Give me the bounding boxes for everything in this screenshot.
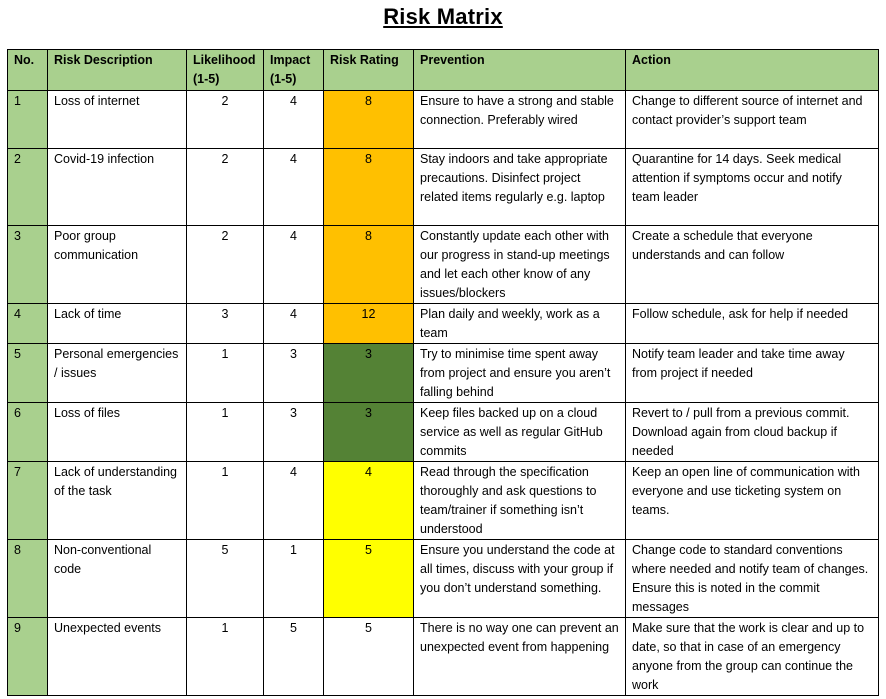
prevention-text: Plan daily and weekly, work as a team	[414, 304, 626, 344]
likelihood-value: 1	[187, 344, 264, 403]
prevention-text: Stay indoors and take appropriate precautions. Disinfect project related items regularly e.g. laptop	[414, 149, 626, 226]
header-likelihood	[187, 50, 264, 91]
risk-rating-cell: 3	[324, 403, 414, 462]
risk-description: Lack of understanding of the task	[48, 462, 187, 540]
risk-number: 5	[8, 344, 48, 403]
prevention-text: There is no way one can prevent an unexpected event from happening	[414, 618, 626, 696]
prevention-text: Read through the specification thoroughly and ask questions to team/trainer if something isn’t understood	[414, 462, 626, 540]
likelihood-value: 1	[187, 403, 264, 462]
risk-rating-cell: 8	[324, 226, 414, 304]
action-text: Keep an open line of communication with everyone and use ticketing system on teams.	[626, 462, 879, 540]
risk-number: 3	[8, 226, 48, 304]
risk-matrix-table	[7, 49, 879, 696]
risk-description: Non-conventional code	[48, 540, 187, 618]
impact-value: 1	[264, 540, 324, 618]
header-likelihood-scale: (1-5)	[193, 72, 220, 86]
action-text: Make sure that the work is clear and up to date, so that in case of an emergency anyone from the group can continue the work	[626, 618, 879, 696]
impact-value: 3	[264, 344, 324, 403]
risk-rating-cell: 8	[324, 91, 414, 149]
header-action: Action	[626, 50, 879, 91]
prevention-text: Ensure to have a strong and stable connection. Preferably wired	[414, 91, 626, 149]
table-row	[8, 462, 879, 540]
risk-description: Loss of internet	[48, 91, 187, 149]
risk-description: Poor group communication	[48, 226, 187, 304]
table-row	[8, 618, 879, 696]
impact-value: 4	[264, 149, 324, 226]
risk-rating-cell: 12	[324, 304, 414, 344]
impact-value: 4	[264, 226, 324, 304]
risk-rating-cell: 3	[324, 344, 414, 403]
action-text: Create a schedule that everyone understands and can follow	[626, 226, 879, 304]
impact-value: 3	[264, 403, 324, 462]
risk-description: Covid-19 infection	[48, 149, 187, 226]
prevention-text: Ensure you understand the code at all times, discuss with your group if you don’t understand something.	[414, 540, 626, 618]
header-rating: Risk Rating	[324, 50, 414, 91]
risk-description: Personal emergencies / issues	[48, 344, 187, 403]
header-likelihood-label: Likelihood	[193, 53, 256, 67]
table-row	[8, 91, 879, 149]
action-text: Quarantine for 14 days. Seek medical attention if symptoms occur and notify team leader	[626, 149, 879, 226]
risk-description: Loss of files	[48, 403, 187, 462]
impact-value: 4	[264, 304, 324, 344]
risk-number: 8	[8, 540, 48, 618]
risk-number: 2	[8, 149, 48, 226]
table-row	[8, 226, 879, 304]
likelihood-value: 1	[187, 618, 264, 696]
table-row	[8, 149, 879, 226]
risk-rating-cell: 5	[324, 618, 414, 696]
document-title: Risk Matrix	[383, 4, 503, 29]
prevention-text: Keep files backed up on a cloud service as well as regular GitHub commits	[414, 403, 626, 462]
header-description: Risk Description	[48, 50, 187, 91]
risk-number: 6	[8, 403, 48, 462]
action-text: Revert to / pull from a previous commit. Download again from cloud backup if needed	[626, 403, 879, 462]
risk-rating-cell: 4	[324, 462, 414, 540]
risk-number: 1	[8, 91, 48, 149]
header-impact-scale: (1-5)	[270, 72, 297, 86]
impact-value: 4	[264, 91, 324, 149]
likelihood-value: 3	[187, 304, 264, 344]
likelihood-value: 2	[187, 91, 264, 149]
risk-description: Lack of time	[48, 304, 187, 344]
prevention-text: Try to minimise time spent away from project and ensure you aren’t falling behind	[414, 344, 626, 403]
action-text: Change to different source of internet and contact provider’s support team	[626, 91, 879, 149]
header-impact-label: Impact	[270, 53, 311, 67]
table-row	[8, 540, 879, 618]
table-row	[8, 344, 879, 403]
likelihood-value: 5	[187, 540, 264, 618]
likelihood-value: 2	[187, 226, 264, 304]
action-text: Change code to standard conventions where needed and notify team of changes. Ensure this is noted in the commit messages	[626, 540, 879, 618]
risk-number: 9	[8, 618, 48, 696]
action-text: Follow schedule, ask for help if needed	[626, 304, 879, 344]
risk-description: Unexpected events	[48, 618, 187, 696]
table-row	[8, 304, 879, 344]
header-row	[8, 50, 879, 91]
likelihood-value: 1	[187, 462, 264, 540]
prevention-text: Constantly update each other with our progress in stand-up meetings and let each other know of any issues/blockers	[414, 226, 626, 304]
risk-rating-cell: 5	[324, 540, 414, 618]
likelihood-value: 2	[187, 149, 264, 226]
action-text: Notify team leader and take time away from project if needed	[626, 344, 879, 403]
header-impact	[264, 50, 324, 91]
impact-value: 4	[264, 462, 324, 540]
risk-number: 4	[8, 304, 48, 344]
header-no: No.	[8, 50, 48, 91]
table-row	[8, 403, 879, 462]
risk-number: 7	[8, 462, 48, 540]
risk-rating-cell: 8	[324, 149, 414, 226]
header-prevention: Prevention	[414, 50, 626, 91]
impact-value: 5	[264, 618, 324, 696]
